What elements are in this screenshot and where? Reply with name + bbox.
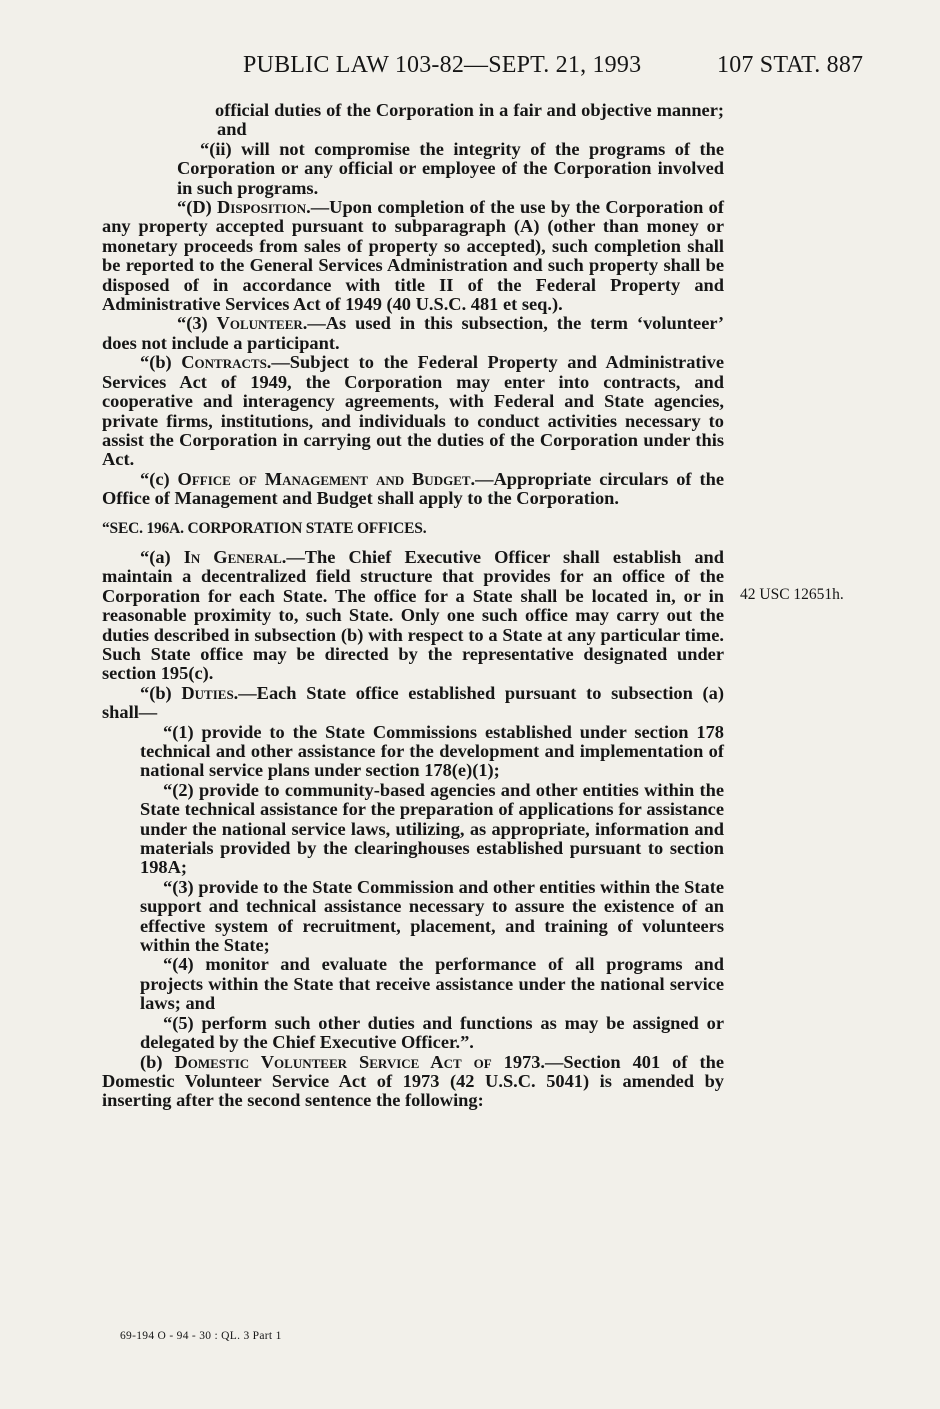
paragraph: “(a) In General.—The Chief Executive Officer shall establish and maintain a decentralized field structure that provides for an office of the Corporation for each State. The office for a State shall be located in, or in reasonable proximity to, such State. Only one such office may carry out the duties described in subsection (b) with respect to a State at any particular time. Such State office may be directed by the representative designated under section 195(c).	[102, 546, 724, 684]
paragraph-heading: Disposition.	[217, 197, 311, 218]
list-item: “(4) monitor and evaluate the performance of all programs and projects within the State that receive assistance under the national service laws; and	[140, 954, 724, 1014]
paragraph: “(D) Disposition.—Upon completion of the use by the Corporation of any property accepted pursuant to subparagraph (A) (other than money or monetary proceeds from sales of property so accepted), such completion shall be reported to the General Services Administration and such property shall be disposed of in accordance with title II of the Federal Property and Administrative Services Act of 1949 (40 U.S.C. 481 et seq.).	[102, 197, 725, 315]
list-item: “(3) provide to the State Commission and other entities within the State support and technical assistance necessary to assure the existence of an effective system of recruitment, placement, and training of volunteers within the State;	[140, 876, 724, 956]
paragraph-heading: In General.	[183, 546, 287, 567]
paragraph: “(b) Contracts.—Subject to the Federal Property and Administrative Services Act of 1949, the Corporation may enter into contracts, and cooperative and interagency agreements, with Federal and State agencies, private firms, institutions, and individuals to conduct activities necessary to assist the Corporation in carrying out the duties of the Corporation under this Act.	[102, 352, 724, 470]
statute-body	[102, 101, 724, 1111]
section-heading: “SEC. 196A. CORPORATION STATE OFFICES.	[102, 519, 427, 537]
paragraph-heading: Volunteer.	[216, 313, 308, 334]
paragraph: “(c) Office of Management and Budget.—Appropriate circulars of the Office of Management and Budget shall apply to the Corporation.	[102, 468, 724, 509]
margin-citation: 42 USC 12651h.	[740, 586, 844, 603]
paragraph-heading: Office of Management and Budget.	[177, 468, 476, 489]
running-header-title: PUBLIC LAW 103-82—SEPT. 21, 1993	[243, 52, 642, 78]
paragraph-heading: Duties.	[181, 682, 239, 703]
paragraph: official duties of the Corporation in a fair and objective manner; and	[215, 100, 724, 140]
page-stat-number: 107 STAT. 887	[717, 52, 864, 78]
print-job-footer: 69-194 O - 94 - 30 : QL. 3 Part 1	[120, 1330, 282, 1342]
list-item: “(1) provide to the State Commissions established under section 178 technical and other assistance for the development and implementation of national service plans under section 178(e)(1);	[140, 721, 724, 781]
paragraph: “(3) Volunteer.—As used in this subsection, the term ‘volunteer’ does not include a participant.	[102, 313, 724, 353]
paragraph: (b) Domestic Volunteer Service Act of 1973.—Section 401 of the Domestic Volunteer Service Act of 1973 (42 U.S.C. 5041) is amended by inserting after the second sentence the following:	[102, 1051, 724, 1111]
paragraph: “(ii) will not compromise the integrity of the programs of the Corporation or any official or employee of the Corporation involved in such programs.	[177, 138, 724, 198]
list-item: “(5) perform such other duties and functions as may be assigned or delegated by the Chief Executive Officer.”.	[140, 1012, 724, 1053]
paragraph: “(b) Duties.—Each State office established pursuant to subsection (a) shall—	[102, 682, 724, 723]
list-item: “(2) provide to community-based agencies and other entities within the State technical assistance for the preparation of applications for assistance under the national service laws, utilizing, as appropriate, information and materials provided by the clearinghouses established pursuant to section 198A;	[140, 779, 724, 878]
paragraph-heading: Domestic Volunteer Service Act of 1973.	[174, 1051, 546, 1072]
paragraph-heading: Contracts.	[181, 352, 272, 373]
